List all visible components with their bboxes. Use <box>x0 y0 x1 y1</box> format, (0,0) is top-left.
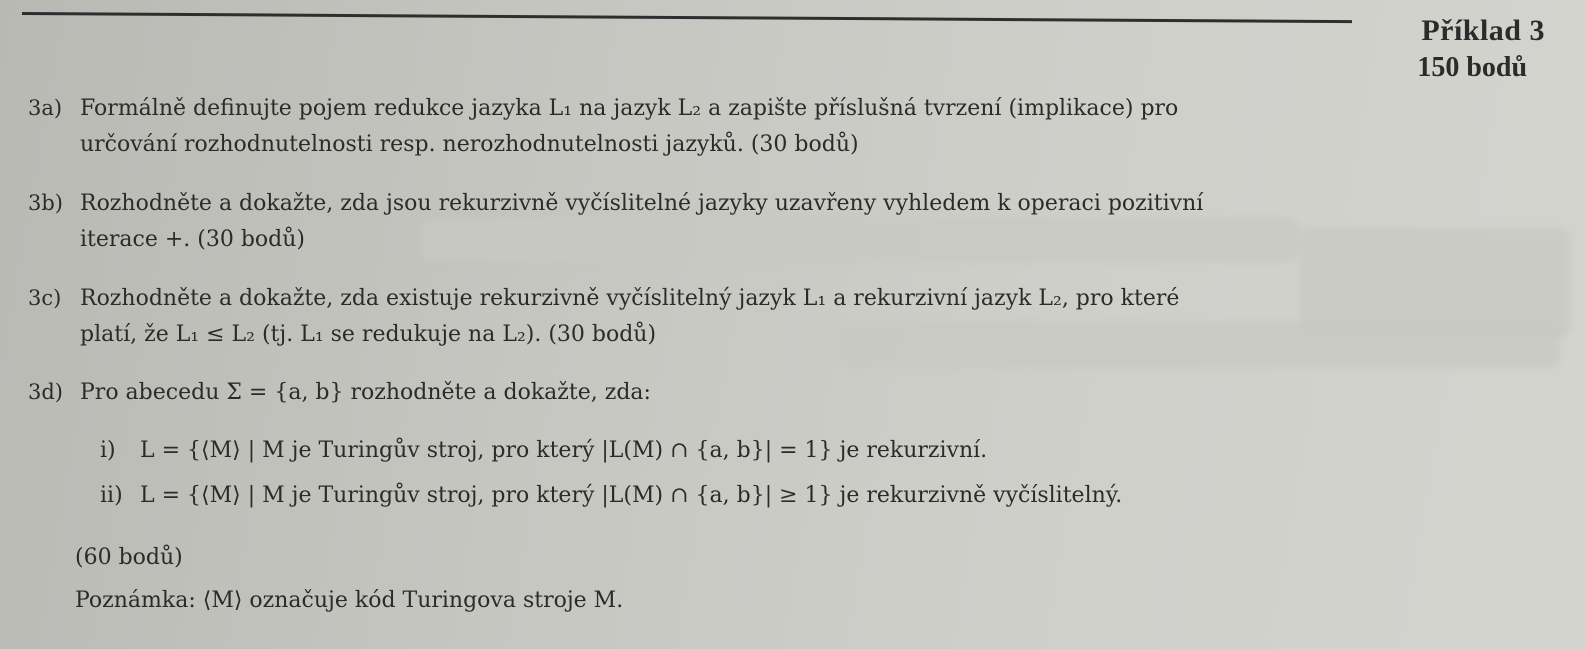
task-text-line1: Rozhodněte a dokažte, zda jsou rekurzivně vyčíslitelné jazyky uzavřeny vyhledem k operaci pozitivní <box>80 191 1204 216</box>
note: Poznámka: ⟨M⟩ označuje kód Turingova stroje M. <box>75 588 624 613</box>
top-rule <box>22 12 1352 23</box>
subitem-i <box>100 434 987 468</box>
task-label: 3b) <box>28 191 63 215</box>
task-text-line1: Rozhodněte a dokažte, zda existuje rekurzivně vyčíslitelný jazyk L₁ a rekurzivní jazyk L₂, pro které <box>80 286 1180 311</box>
task-text-line2: platí, že L₁ ≤ L₂ (tj. L₁ se redukuje na L₂). (30 bodů) <box>80 322 657 347</box>
task-text-line2: určování rozhodnutelnosti resp. nerozhodnutelnosti jazyků. (30 bodů) <box>80 132 859 157</box>
subitem-label: ii) <box>100 483 123 508</box>
total-points: 150 bodů <box>1417 52 1528 83</box>
subitem-label: i) <box>100 438 116 463</box>
task-label: 3c) <box>28 286 62 310</box>
example-header <box>1417 14 1545 84</box>
subitem-ii <box>100 479 1122 513</box>
task-text-line2: iterace +. (30 bodů) <box>80 227 306 252</box>
points-3d: (60 bodů) <box>75 545 183 570</box>
subitem-text: L = {⟨M⟩ | M je Turingův stroj, pro který |L(M) ∩ {a, b}| = 1} je rekurzivní. <box>140 438 988 463</box>
subitem-text: L = {⟨M⟩ | M je Turingův stroj, pro který |L(M) ∩ {a, b}| ≥ 1} je rekurzivně vyčíslitelný. <box>140 483 1123 508</box>
task-3c <box>28 280 1179 353</box>
task-label: 3d) <box>28 380 63 404</box>
task-3a <box>28 90 1178 163</box>
task-text-line1: Formálně definujte pojem redukce jazyka L₁ na jazyk L₂ a zapište příslušná tvrzení (implikace) pro <box>80 96 1179 121</box>
task-label: 3a) <box>28 96 63 120</box>
task-3d <box>28 374 651 411</box>
task-text-line1: Pro abecedu Σ = {a, b} rozhodněte a dokažte, zda: <box>80 380 651 405</box>
example-title: Příklad 3 <box>1421 14 1545 47</box>
task-3b <box>28 185 1203 258</box>
